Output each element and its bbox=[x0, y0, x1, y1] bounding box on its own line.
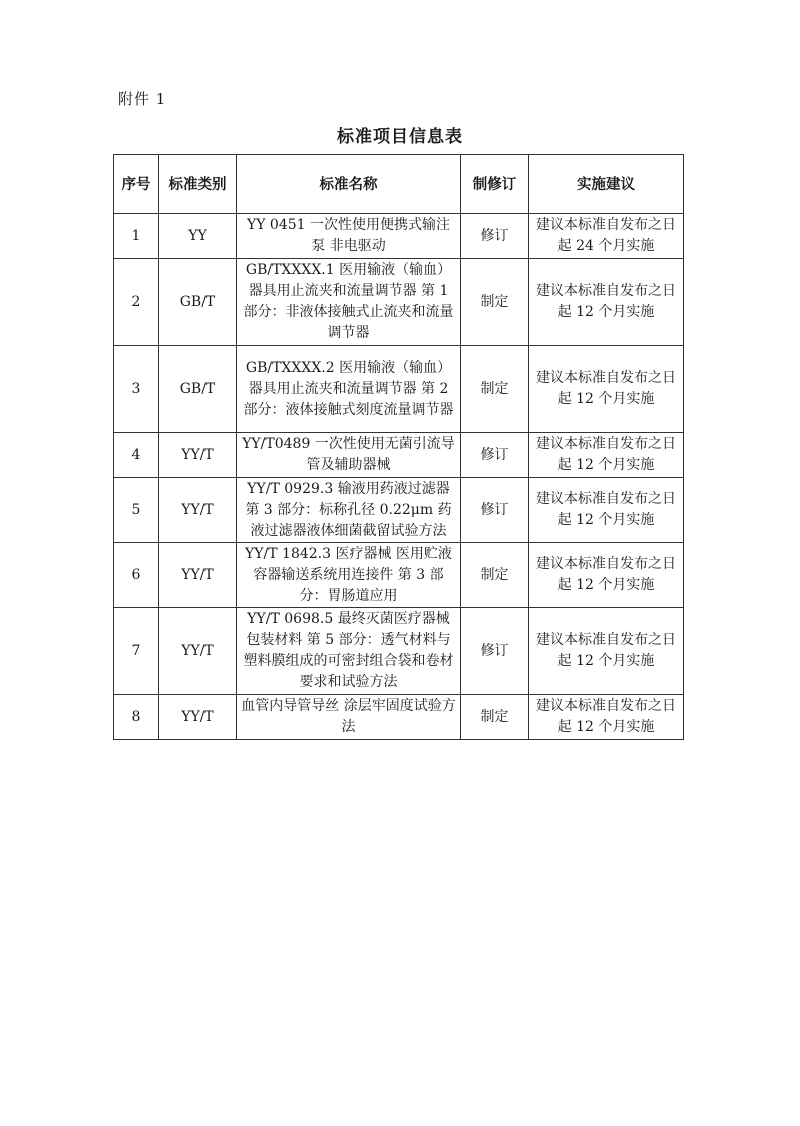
table-row bbox=[114, 259, 684, 346]
cell-no: 8 bbox=[114, 695, 159, 740]
cell-name: GB/TXXXX.2 医用输液（输血）器具用止流夹和流量调节器 第 2 部分：液体接触式刻度流量调节器 bbox=[237, 346, 461, 433]
cell-suggestion: 建议本标准自发布之日起 12 个月实施 bbox=[529, 543, 684, 608]
cell-category: YY/T bbox=[159, 433, 237, 478]
cell-no: 5 bbox=[114, 478, 159, 543]
cell-revision: 修订 bbox=[461, 214, 529, 259]
table-row bbox=[114, 608, 684, 695]
cell-revision: 制定 bbox=[461, 259, 529, 346]
cell-name: YY 0451 一次性使用便携式输注泵 非电驱动 bbox=[237, 214, 461, 259]
cell-name: 血管内导管导丝 涂层牢固度试验方法 bbox=[237, 695, 461, 740]
cell-suggestion: 建议本标准自发布之日起 24 个月实施 bbox=[529, 214, 684, 259]
cell-revision: 制定 bbox=[461, 543, 529, 608]
cell-name: YY/T 0698.5 最终灭菌医疗器械包装材料 第 5 部分：透气材料与塑料膜组成的可密封组合袋和卷材 要求和试验方法 bbox=[237, 608, 461, 695]
cell-revision: 制定 bbox=[461, 346, 529, 433]
cell-suggestion: 建议本标准自发布之日起 12 个月实施 bbox=[529, 695, 684, 740]
cell-revision: 修订 bbox=[461, 478, 529, 543]
cell-revision: 制定 bbox=[461, 695, 529, 740]
page-title: 标准项目信息表 bbox=[337, 127, 463, 147]
cell-no: 3 bbox=[114, 346, 159, 433]
cell-name: YY/T0489 一次性使用无菌引流导管及辅助器械 bbox=[237, 433, 461, 478]
cell-suggestion: 建议本标准自发布之日起 12 个月实施 bbox=[529, 433, 684, 478]
cell-category: YY/T bbox=[159, 608, 237, 695]
cell-suggestion: 建议本标准自发布之日起 12 个月实施 bbox=[529, 346, 684, 433]
table-row bbox=[114, 346, 684, 433]
cell-category: GB/T bbox=[159, 346, 237, 433]
cell-revision: 修订 bbox=[461, 608, 529, 695]
cell-no: 6 bbox=[114, 543, 159, 608]
cell-name: GB/TXXXX.1 医用输液（输血）器具用止流夹和流量调节器 第 1 部分：非液体接触式止流夹和流量调节器 bbox=[237, 259, 461, 346]
cell-category: GB/T bbox=[159, 259, 237, 346]
table-header-row bbox=[114, 155, 684, 214]
cell-suggestion: 建议本标准自发布之日起 12 个月实施 bbox=[529, 608, 684, 695]
table-row bbox=[114, 695, 684, 740]
table-row bbox=[114, 478, 684, 543]
attachment-label: 附件 1 bbox=[118, 90, 167, 108]
table-row bbox=[114, 433, 684, 478]
cell-suggestion: 建议本标准自发布之日起 12 个月实施 bbox=[529, 259, 684, 346]
cell-category: YY/T bbox=[159, 543, 237, 608]
header-suggestion: 实施建议 bbox=[529, 155, 684, 214]
cell-no: 2 bbox=[114, 259, 159, 346]
cell-name: YY/T 0929.3 输液用药液过滤器 第 3 部分：标称孔径 0.22μm 药液过滤器液体细菌截留试验方法 bbox=[237, 478, 461, 543]
cell-no: 1 bbox=[114, 214, 159, 259]
table-row bbox=[114, 543, 684, 608]
header-name: 标准名称 bbox=[237, 155, 461, 214]
header-revision: 制修订 bbox=[461, 155, 529, 214]
cell-no: 4 bbox=[114, 433, 159, 478]
standards-table bbox=[113, 154, 684, 740]
cell-category: YY bbox=[159, 214, 237, 259]
header-no: 序号 bbox=[114, 155, 159, 214]
table-row bbox=[114, 214, 684, 259]
cell-category: YY/T bbox=[159, 695, 237, 740]
cell-name: YY/T 1842.3 医疗器械 医用贮液容器输送系统用连接件 第 3 部分：胃肠道应用 bbox=[237, 543, 461, 608]
cell-revision: 修订 bbox=[461, 433, 529, 478]
header-category: 标准类别 bbox=[159, 155, 237, 214]
cell-no: 7 bbox=[114, 608, 159, 695]
cell-category: YY/T bbox=[159, 478, 237, 543]
cell-suggestion: 建议本标准自发布之日起 12 个月实施 bbox=[529, 478, 684, 543]
